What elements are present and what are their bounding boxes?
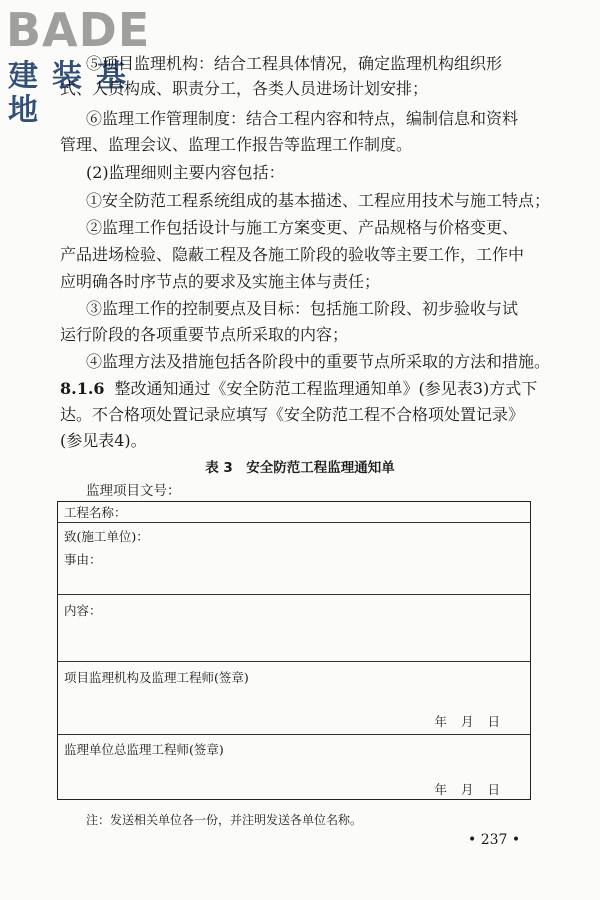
paragraph-line: (2)监理细则主要内容包括： xyxy=(86,163,285,182)
reason-label: 事由： xyxy=(64,552,102,567)
paragraph-line: ③监理工作的控制要点及目标：包括施工阶段、初步验收与试 xyxy=(86,299,519,318)
page-number: • 237 • xyxy=(468,832,521,848)
section-number: 8.1.6 xyxy=(60,379,105,398)
row-supervision-org xyxy=(58,662,530,735)
logo-brand: BADE xyxy=(6,3,151,57)
paragraph-line: 应明确各时序节点的要求及实施主体与责任； xyxy=(60,272,381,291)
table-title: 表 3 安全防范工程监理通知单 xyxy=(205,460,395,476)
section-8-1-6 xyxy=(60,376,544,454)
date-line: 年 月 日 xyxy=(434,714,500,729)
project-name-label: 工程名称： xyxy=(64,505,127,520)
paragraph-line: 管理、监理会议、监理工作报告等监理工作制度。 xyxy=(60,135,413,154)
paragraph-line: ⑤项目监理机构：结合工程具体情况，确定监理机构组织形 xyxy=(86,54,503,73)
paragraph-line: ①安全防范工程系统组成的基本描述、工程应用技术与施工特点； xyxy=(86,191,551,210)
row-project-name xyxy=(58,502,530,523)
section-text: 整改通知通过《安全防范工程监理通知单》(参见表3)方式下达。不合格项处置记录应填写《安全防范工程不合格项处置记录》(参见表4)。 xyxy=(60,379,538,450)
content-label: 内容： xyxy=(64,603,102,618)
paragraph-line: 产品进场检验、隐蔽工程及各施工阶段的验收等主要工作，工作中 xyxy=(60,245,525,264)
row-recipient xyxy=(58,523,530,595)
doc-number-label: 监理项目文号： xyxy=(86,483,181,499)
chief-engineer-label: 监理单位总监理工程师(签章) xyxy=(64,742,224,757)
paragraph-line: ⑥监理工作管理制度：结合工程内容和特点，编制信息和资料 xyxy=(86,109,519,128)
paragraph-line: 式、人员构成、职责分工，各类人员进场计划安排； xyxy=(60,79,429,98)
supervision-org-label: 项目监理机构及监理工程师(签章) xyxy=(64,670,249,685)
date-line: 年 月 日 xyxy=(434,782,500,797)
row-content xyxy=(58,595,530,662)
row-chief-engineer xyxy=(58,735,530,801)
paragraph-line: ②监理工作包括设计与施工方案变更、产品规格与价格变更、 xyxy=(86,218,519,237)
paragraph-line: ④监理方法及措施包括各阶段中的重要节点所采取的方法和措施。 xyxy=(86,352,551,371)
logo-subtitle: 建装基地 xyxy=(8,59,140,128)
supervision-notice-form xyxy=(57,501,531,800)
table-note: 注：发送相关单位各一份，并注明发送各单位名称。 xyxy=(86,813,363,827)
paragraph-line: 运行阶段的各项重要节点所采取的内容； xyxy=(60,325,349,344)
to-unit-label: 致(施工单位)： xyxy=(64,529,149,544)
